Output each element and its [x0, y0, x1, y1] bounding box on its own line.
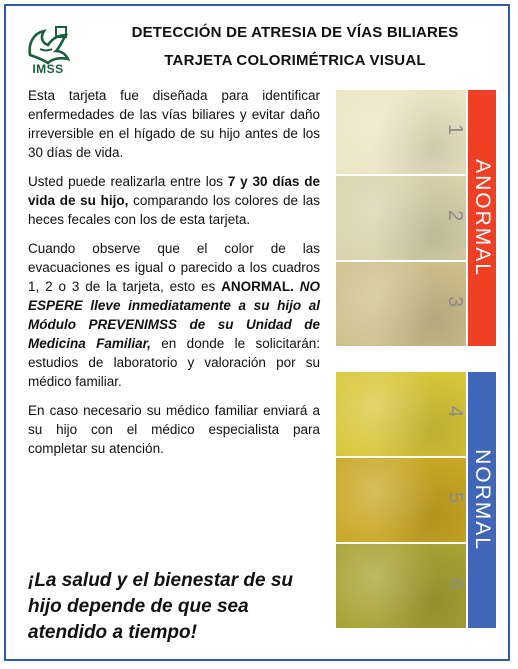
swatch-number: 3	[443, 295, 466, 308]
title-line-1: DETECCIÓN DE ATRESIA DE VÍAS BILIARES	[131, 24, 459, 41]
instructions	[28, 86, 320, 468]
abnormal-band	[468, 90, 496, 346]
abnormal-label: ANORMAL	[471, 159, 495, 277]
swatch-number: 1	[443, 123, 466, 136]
p3-text-d: en donde le solicitarán: estudios de laboratorio y valoración por su médico familiar.	[28, 336, 321, 389]
slogan: ¡La salud y el bienestar de su hijo depende de que sea atendido a tiempo!	[28, 570, 294, 643]
p2-text-a: Usted puede realizarla entre los	[28, 174, 228, 189]
imss-logo-text: IMSS	[32, 62, 64, 76]
paragraph-when	[28, 172, 320, 229]
normal-label: NORMAL	[471, 449, 495, 551]
swatch-number: 5	[443, 491, 466, 504]
swatch-number: 4	[443, 405, 466, 418]
p3-text-abnormal: ANORMAL.	[221, 279, 294, 294]
swatch-2	[336, 176, 466, 260]
paragraph-referral: En caso necesario su médico familiar enviará a su hijo con el médico especialista para completar su atención.	[28, 403, 320, 456]
swatch-number: 6	[443, 577, 466, 590]
p3-text-a: Cuando observe que el color de las evacuaciones es igual o parecido a los cuadros 1, 2 o 3 de la tarjeta, esto es	[28, 241, 320, 294]
normal-band	[468, 372, 496, 628]
p2-text-c: comparando los colores de las heces fecales con los de esta tarjeta.	[28, 193, 320, 227]
swatch-3	[336, 262, 466, 346]
p2-text-bold: 7 y 30 días de vida de su hijo,	[28, 174, 320, 208]
paragraph-abnormal	[28, 239, 320, 391]
swatch-5	[336, 458, 466, 542]
swatch-1	[336, 90, 466, 174]
p3-text-warning: NO ESPERE lleve inmediatamente a su hijo al Módulo PREVENIMSS de su Unidad de Medicina Familiar,	[28, 279, 320, 351]
swatch-4	[336, 372, 466, 456]
swatch-number: 2	[443, 209, 466, 222]
swatch-6	[336, 544, 466, 628]
title-line-2: TARJETA COLORIMÉTRICA VISUAL	[164, 52, 426, 69]
paragraph-purpose: Esta tarjeta fue diseñada para identificar enfermedades de las vías biliares y evitar daño irreversible en el hígado de su hijo antes de los 30 días de vida.	[28, 88, 320, 160]
